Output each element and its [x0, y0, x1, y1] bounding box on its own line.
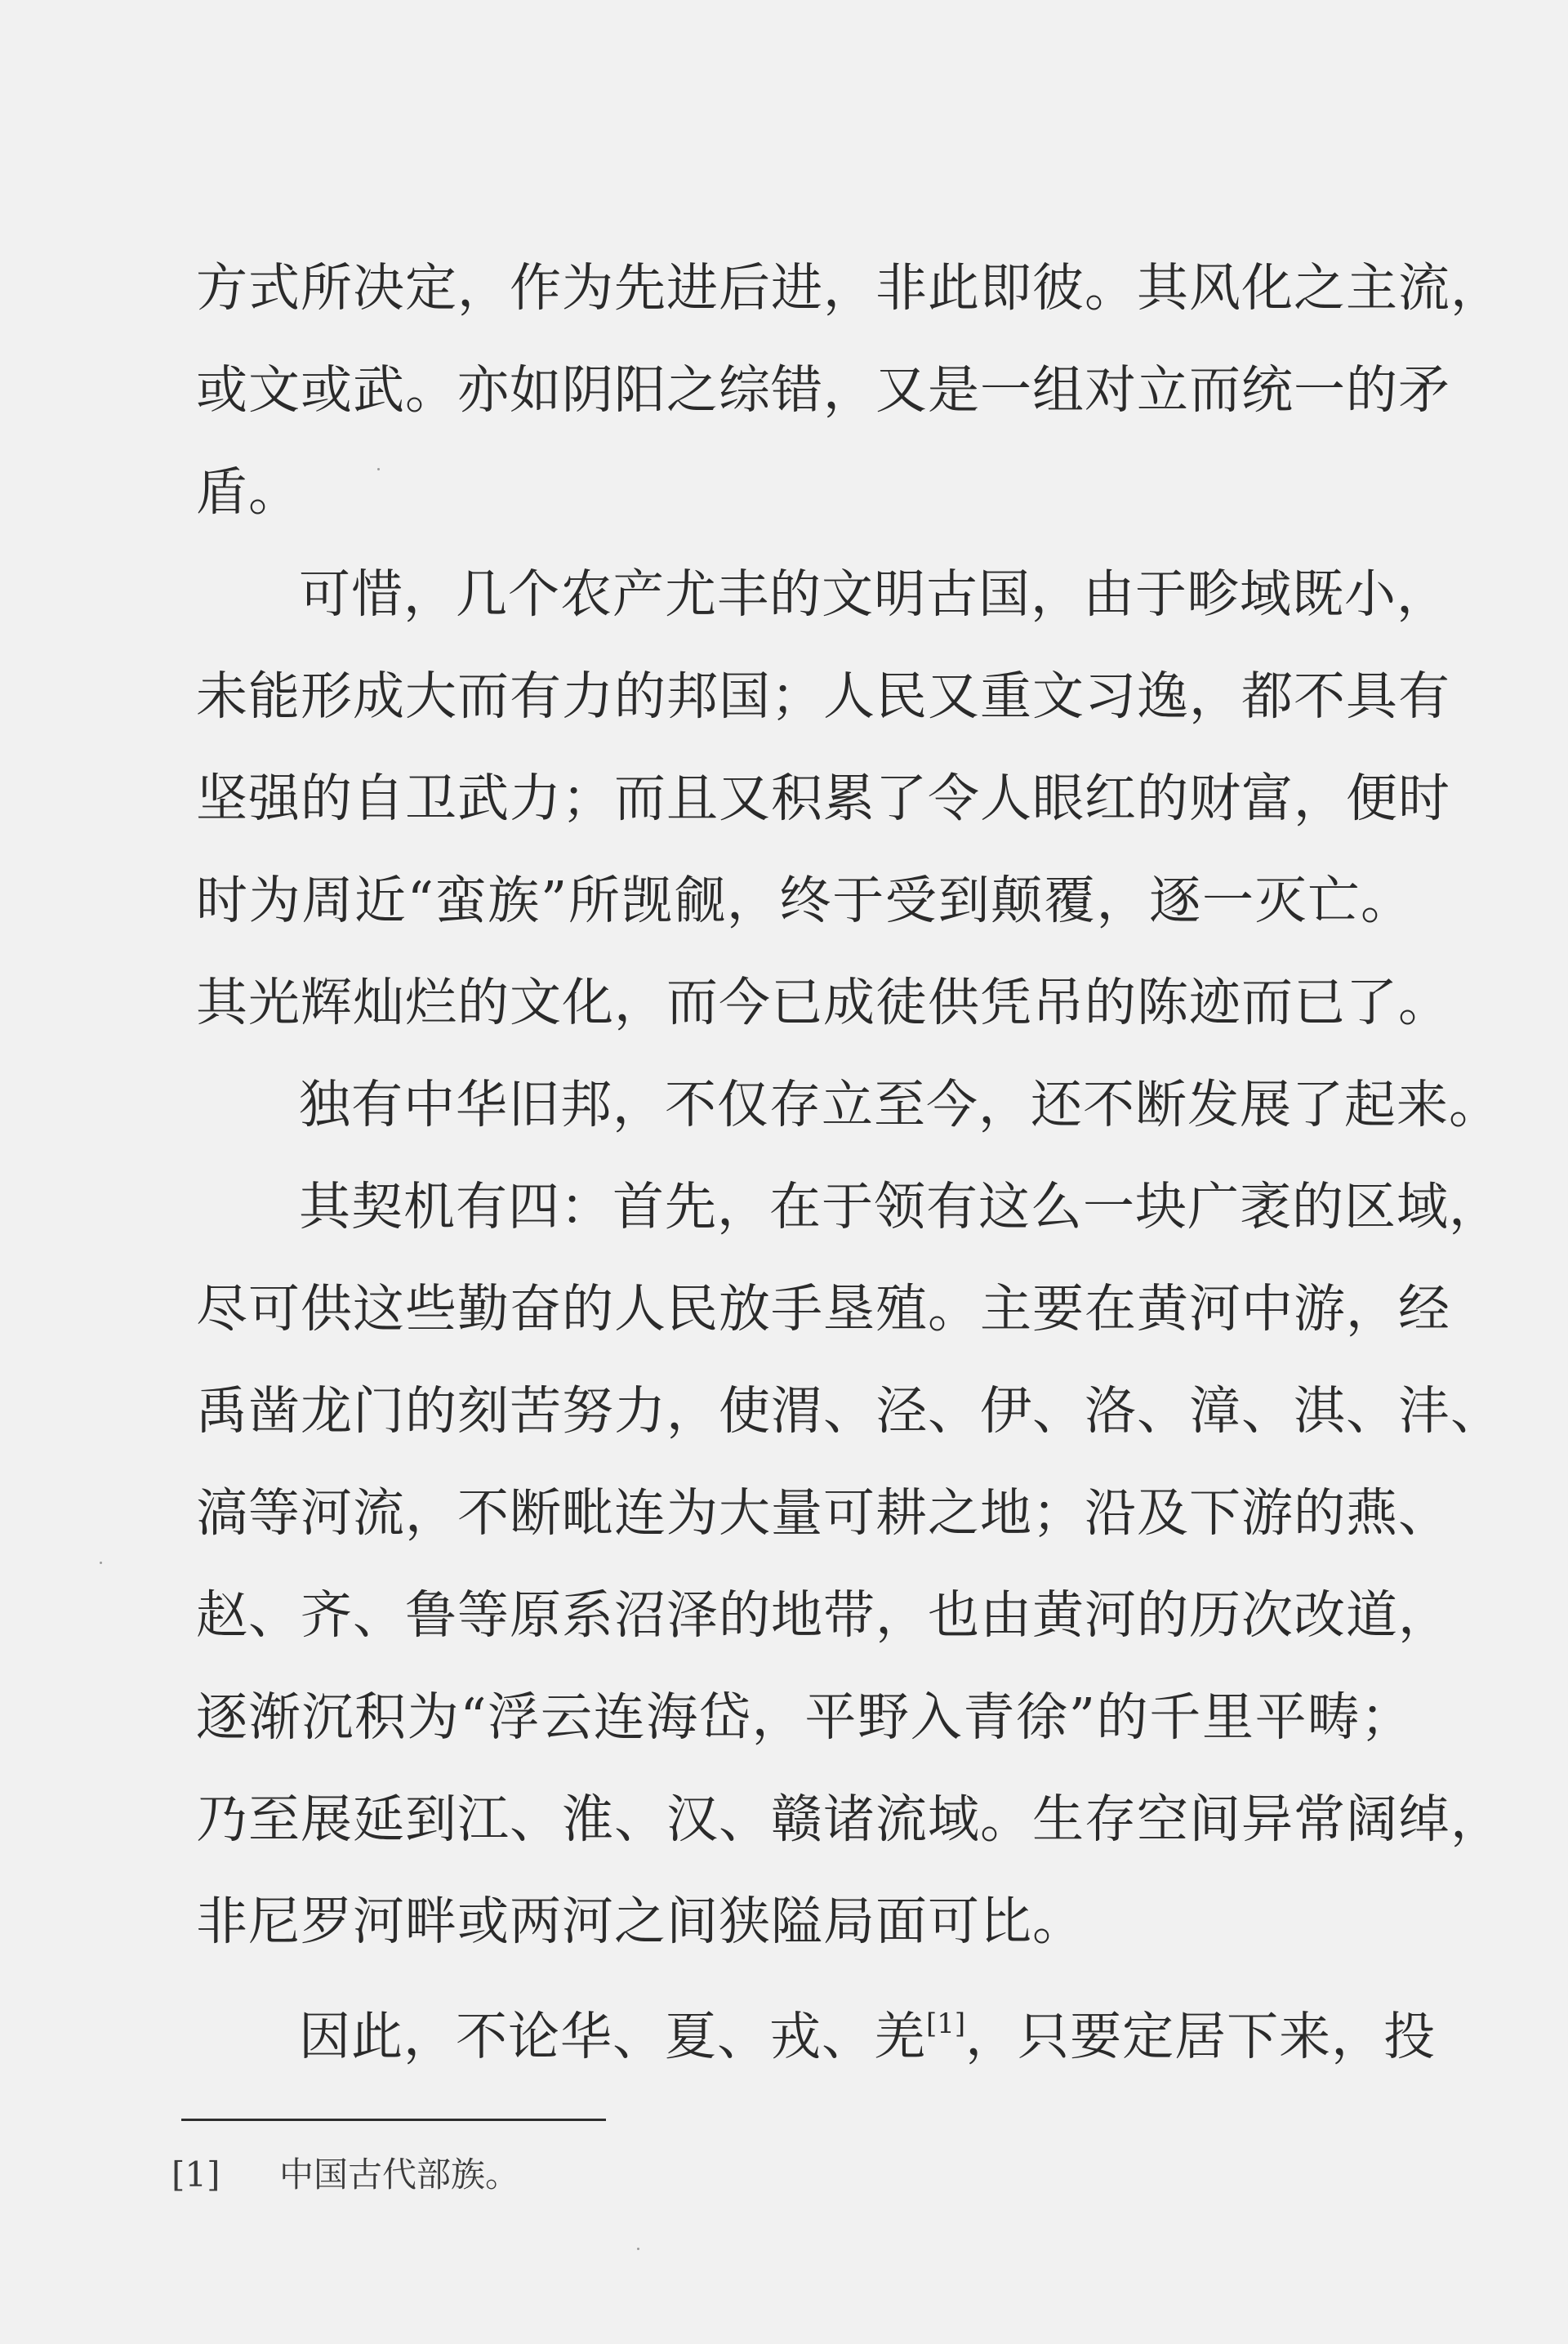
text-segment: 因此，不论华、夏、戎、羌	[299, 2007, 926, 2066]
text-line: 坚强的自卫武力；而且又积累了令人眼红的财富，便时	[196, 769, 1450, 828]
text-line: 盾。	[196, 462, 301, 522]
paragraph-first-line: 独有中华旧邦，不仅存立至今，还不断发展了起来。	[299, 1075, 1501, 1134]
text-line: 滈等河流，不断毗连为大量可耕之地；沿及下游的燕、	[196, 1483, 1450, 1543]
paragraph-first-line: 可惜，几个农产尤丰的文明古国，由于畛域既小，	[299, 564, 1449, 624]
footnote	[172, 2146, 519, 2204]
footnote-mark: [1]	[172, 2155, 220, 2195]
text-line: 禹凿龙门的刻苦努力，使渭、泾、伊、洛、漳、淇、沣、	[196, 1381, 1503, 1441]
footnote-text: 中国古代部族。	[279, 2155, 520, 2195]
paragraph-first-line	[196, 1983, 1437, 2066]
text-segment: ，只要定居下来，投	[965, 2007, 1437, 2066]
paragraph-first-line: 其契机有四：首先，在于领有这么一块广袤的区域，	[299, 1177, 1501, 1237]
text-line: 其光辉灿烂的文化，而今已成徒供凭吊的陈迹而已了。	[196, 973, 1450, 1032]
text-line: 非尼罗河畔或两河之间狭隘局面可比。	[196, 1892, 1085, 1951]
text-line: 或文或武。亦如阴阳之综错，又是一组对立而统一的矛	[196, 360, 1450, 420]
text-line: 赵、齐、鲁等原系沼泽的地带，也由黄河的历次改道，	[196, 1585, 1450, 1645]
text-line: 时为周近“蛮族”所觊觎，终于受到颠覆，逐一灭亡。	[196, 871, 1413, 930]
paper-speck	[377, 468, 380, 470]
text-line: 方式所决定，作为先进后进，非此即彼。其风化之主流，	[196, 258, 1503, 318]
text-line: 尽可供这些勤奋的人民放手垦殖。主要在黄河中游，经	[196, 1279, 1450, 1339]
text-line: 未能形成大而有力的邦国；人民又重文习逸，都不具有	[196, 666, 1450, 726]
text-line: 逐渐沉积为“浮云连海岱，平野入青徐”的千里平畴；	[196, 1687, 1413, 1747]
paper-speck	[100, 1562, 102, 1564]
paper-speck	[637, 2248, 639, 2250]
text-line: 乃至展延到江、淮、汉、赣诸流域。生存空间异常阔绰，	[196, 1789, 1503, 1849]
footnote-reference: [1]	[926, 2008, 966, 2040]
footnote-divider	[181, 2119, 606, 2121]
